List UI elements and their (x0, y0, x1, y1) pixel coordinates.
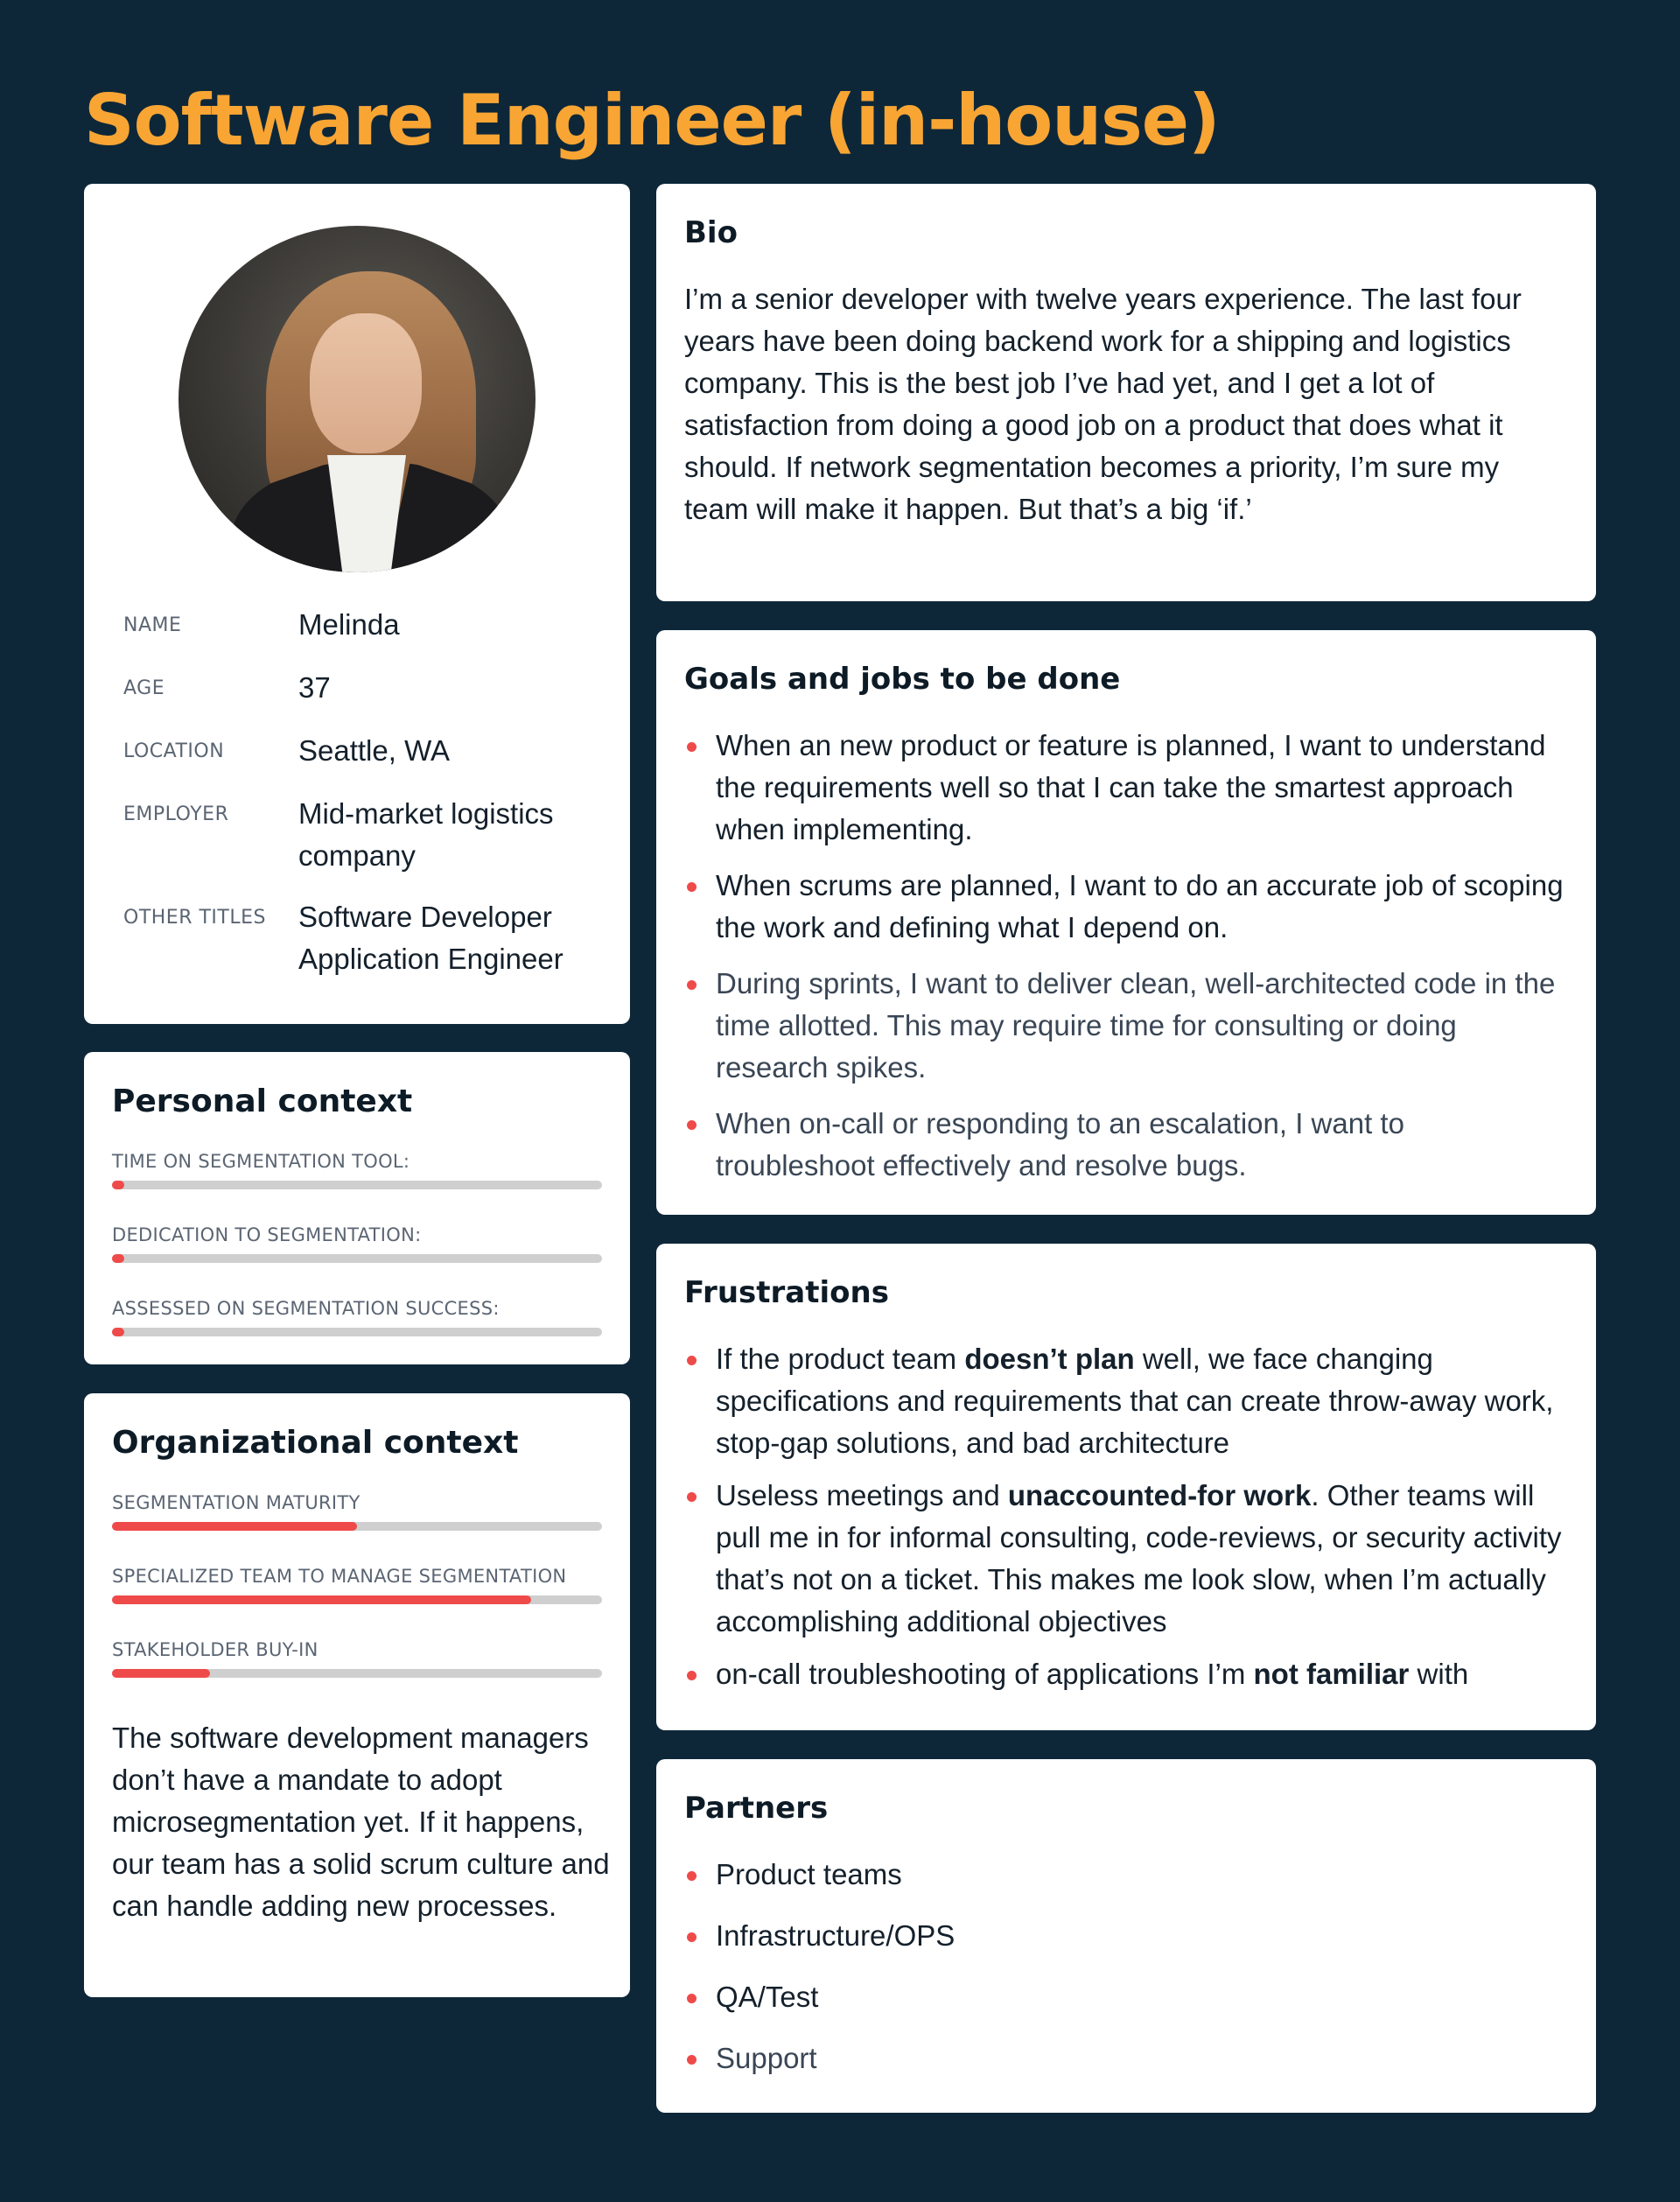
meter-label: STAKEHOLDER BUY-IN (112, 1639, 318, 1660)
meter-label: ASSESSED ON SEGMENTATION SUCCESS: (112, 1298, 500, 1319)
info-value-list (298, 896, 613, 992)
item-emphasis: not familiar (1253, 1658, 1410, 1690)
bio-text: I’m a senior developer with twelve years experience. The last four years have been doing backend work for a shipping and logistics company. This is the best job I’ve had yet, and I get a lot of satisfaction from doing a good job on a product that does what it should. If network segmentation becomes a priority, I’m sure my team will make it happen. But that’s a big ‘if.’ (684, 283, 1522, 525)
profile-info (123, 604, 613, 992)
info-value: Seattle, WA (298, 734, 451, 767)
bio-card (656, 184, 1596, 601)
item-emphasis: doesn’t plan (964, 1343, 1135, 1375)
item-text: If the product team (716, 1343, 965, 1375)
meter-label: SPECIALIZED TEAM TO MANAGE SEGMENTATION (112, 1566, 567, 1587)
item-text: Useless meetings and (716, 1479, 1008, 1511)
info-label: LOCATION (123, 740, 225, 762)
list-item: When scrums are planned, I want to do an accurate job of scoping the work and defining what I depend on. (684, 865, 1568, 949)
info-row-age (123, 667, 613, 730)
item-text: well, we face changing specifications and requirements that can create throw-away work, stop-gap solutions, and bad architecture (716, 1343, 1554, 1459)
meter-track (112, 1254, 602, 1263)
info-row-location (123, 730, 613, 793)
list-item: QA/Test (684, 1976, 1568, 2018)
info-label: EMPLOYER (123, 803, 229, 825)
page-title: Software Engineer (in-house) (84, 80, 1220, 161)
meter-track (112, 1181, 602, 1189)
bio-title: Bio (684, 215, 738, 250)
meter (112, 1639, 602, 1678)
meter-fill (112, 1669, 210, 1678)
info-value: 37 (298, 671, 331, 704)
info-label: NAME (123, 614, 182, 636)
partners-card (656, 1759, 1596, 2113)
meter (112, 1298, 602, 1336)
goals-list (684, 725, 1568, 1201)
meter-label: DEDICATION TO SEGMENTATION: (112, 1224, 422, 1245)
meter (112, 1151, 602, 1189)
item-text: on-call troubleshooting of applications I’m (716, 1658, 1254, 1690)
frustrations-title: Frustrations (684, 1275, 889, 1310)
item-text: with (1409, 1658, 1469, 1690)
list-item: When an new product or feature is planned, I want to understand the requirements well so that I can take the smartest approach when implementing. (684, 725, 1568, 851)
profile-card (84, 184, 630, 1024)
organizational-context-card (84, 1393, 630, 1997)
meter-fill (112, 1522, 357, 1531)
item-emphasis: unaccounted-for work (1007, 1479, 1312, 1511)
goals-title: Goals and jobs to be done (684, 662, 1121, 697)
other-title: Application Engineer (298, 943, 564, 975)
meter-fill (112, 1254, 124, 1263)
list-item: Product teams (684, 1854, 1568, 1896)
partners-list (684, 1854, 1568, 2099)
info-row-other-titles (123, 896, 613, 992)
list-item (684, 1653, 1568, 1695)
meter (112, 1492, 602, 1531)
list-item (684, 1475, 1568, 1643)
avatar (178, 226, 536, 572)
list-item (684, 1338, 1568, 1464)
list-item: When on-call or responding to an escalation, I want to troubleshoot effectively and resolve bugs. (684, 1103, 1568, 1187)
meter (112, 1566, 602, 1604)
info-row-employer (123, 793, 613, 896)
meter-track (112, 1328, 602, 1336)
list-item: Support (684, 2037, 1568, 2079)
info-label: AGE (123, 677, 165, 699)
meter-label: TIME ON SEGMENTATION TOOL: (112, 1151, 410, 1172)
frustrations-card (656, 1244, 1596, 1730)
meter (112, 1224, 602, 1263)
meter-label: SEGMENTATION MATURITY (112, 1492, 360, 1513)
personal-context-card (84, 1052, 630, 1364)
partners-title: Partners (684, 1791, 829, 1826)
meter-fill (112, 1595, 531, 1604)
meter-fill (112, 1328, 124, 1336)
personal-context-title: Personal context (112, 1083, 413, 1119)
other-title: Software Developer (298, 901, 552, 933)
info-label: OTHER TITLES (123, 907, 266, 929)
info-value: Mid-market logistics company (298, 797, 554, 872)
meter-track (112, 1669, 602, 1678)
frustrations-list (684, 1338, 1568, 1706)
goals-card (656, 630, 1596, 1215)
organizational-context-title: Organizational context (112, 1425, 519, 1461)
meter-track (112, 1595, 602, 1604)
organizational-context-text: The software development managers don’t have a mandate to adopt microsegmentation yet. If it happens, our team has a solid scrum culture and can handle adding new processes. (112, 1722, 610, 1922)
meter-fill (112, 1181, 124, 1189)
item-text: . Other teams will pull me in for informal consulting, code-reviews, or security activity that’s not on a ticket. This makes me look slow, when I’m actually accomplishing additional objectives (716, 1479, 1562, 1637)
info-value: Melinda (298, 608, 400, 641)
meter-track (112, 1522, 602, 1531)
list-item: Infrastructure/OPS (684, 1915, 1568, 1957)
info-row-name (123, 604, 613, 667)
list-item: During sprints, I want to deliver clean, well-architected code in the time allotted. This may require time for consulting or doing research spikes. (684, 963, 1568, 1089)
